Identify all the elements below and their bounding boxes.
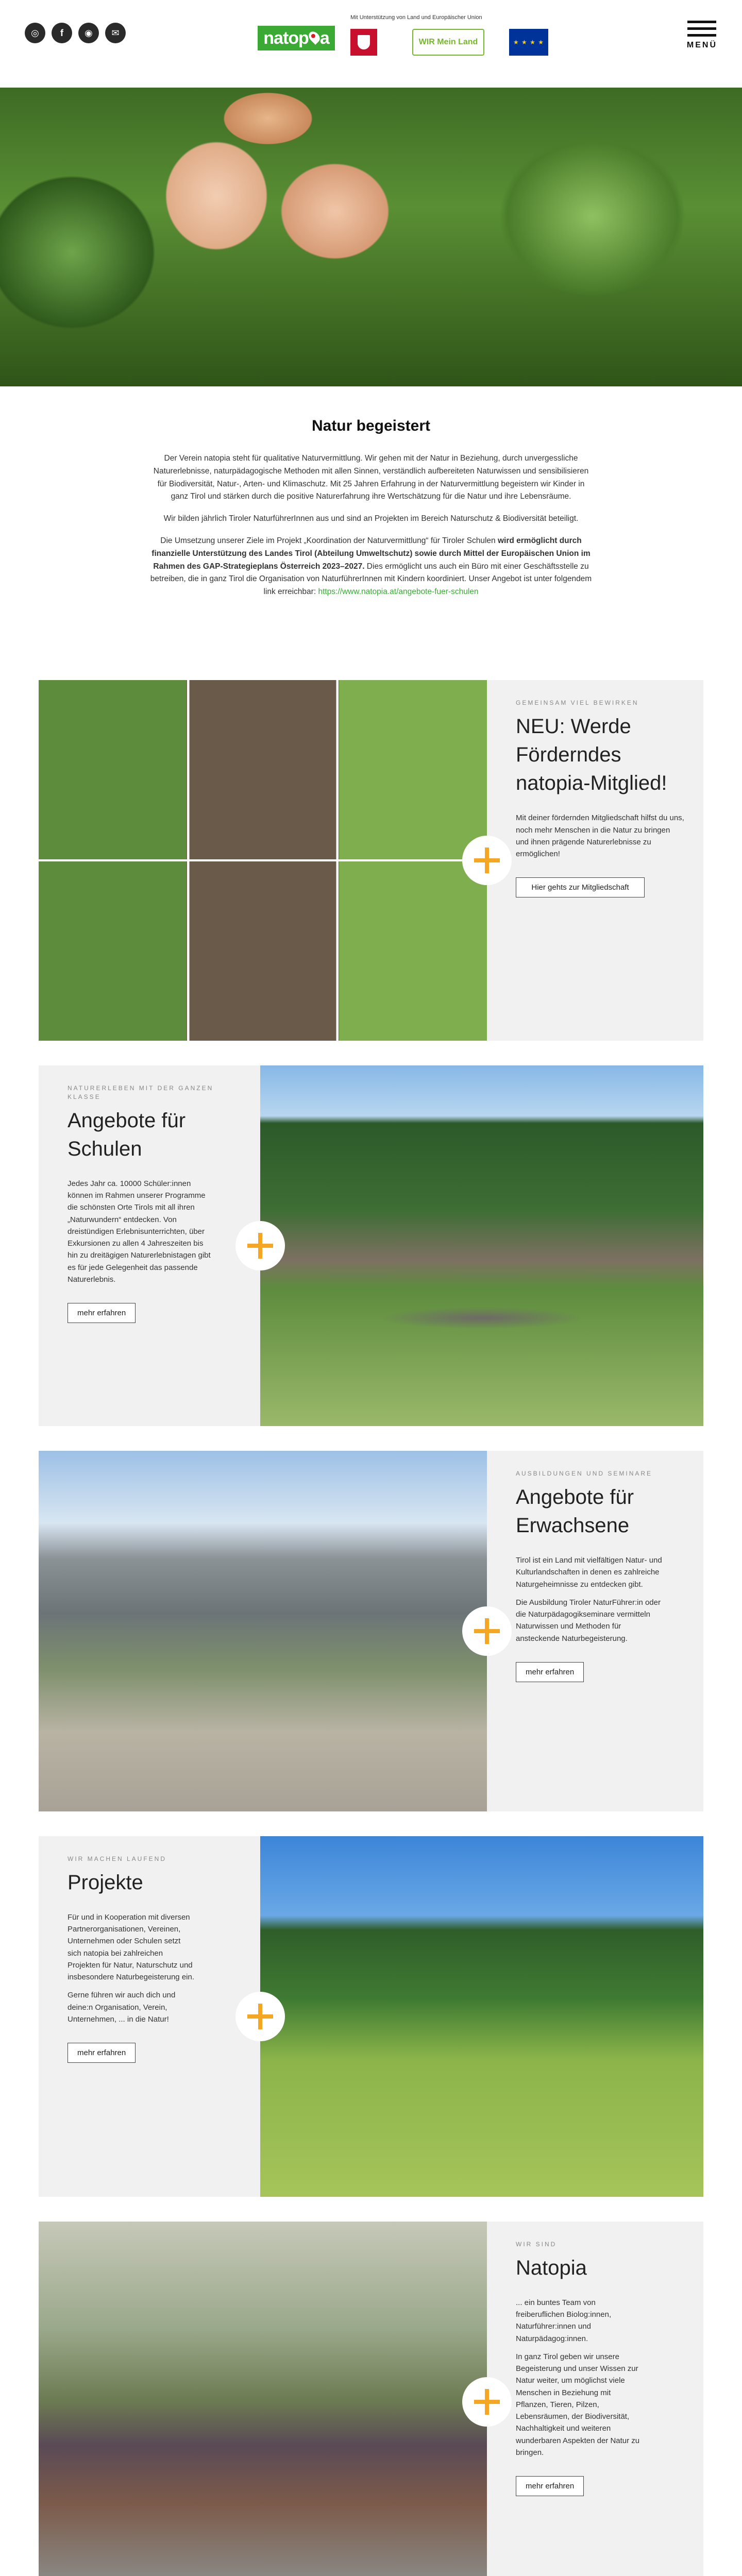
teaser-projects (39, 1836, 703, 2197)
plus-icon[interactable] (235, 1221, 285, 1270)
intro-funding-text: wird ermöglicht durch finanzielle Unterstützung des Landes Tirol (Abteilung Umweltschutz) sowie durch Mittel der Europäischen Union im Rahmen des GAP-Strategieplans Österreich 2023–2027. (151, 536, 591, 571)
teaser-card (487, 1451, 703, 1682)
teaser-team (39, 2222, 703, 2576)
intro-paragraph-3 (149, 535, 593, 599)
more-button[interactable]: mehr erfahren (516, 1662, 584, 1682)
teaser-body: Tirol ist ein Land mit vielfältigen Natur- und Kulturlandschaften in denen es zahlreiche Naturgeheimnisse zu entdecken gibt. (516, 1556, 662, 1589)
teaser-membership (39, 680, 703, 1041)
teaser-heading: Projekte (68, 1871, 143, 1894)
teaser-kicker: AUSBILDUNGEN UND SEMINARE (516, 1470, 653, 1477)
eu-stars: ★ ★ ★ ★ (513, 39, 545, 46)
teaser-body: In ganz Tirol geben wir unsere Begeisterung und unser Wissen zur Natur weiter, um möglichst viele Menschen in Beziehung mit Pflanzen, Tieren, Pilzen, Lebensräumen, der Biodiversität, Nachhaltigkeit und weiteren wunderbaren Aspekten der Natur zu bringen. (516, 2352, 640, 2457)
more-button[interactable]: mehr erfahren (68, 2043, 136, 2063)
more-button[interactable]: mehr erfahren (68, 1303, 136, 1323)
plus-icon[interactable] (462, 2377, 512, 2427)
teaser-body: Für und in Kooperation mit diversen Partnerorganisationen, Vereinen, Unternehmen oder Schulen setzt sich natopia bei zahlreichen Projekten für Natur, Naturschutz und insbesondere Naturbegeisterung ein. (68, 1912, 194, 1982)
site-header (0, 0, 742, 88)
teaser-card (39, 1836, 260, 2063)
teaser-kicker: NATURERLEBEN MIT DER GANZEN KLASSE (68, 1084, 214, 1100)
plus-icon[interactable] (462, 836, 512, 885)
natopia-logo[interactable] (258, 26, 335, 50)
plus-icon[interactable] (462, 1606, 512, 1656)
teaser-body: Mit deiner fördernden Mitgliedschaft hilfst du uns, noch mehr Menschen in die Natur zu bringen und ihnen prägende Naturerlebnisse zu ermöglichen! (516, 814, 684, 859)
social-links (25, 23, 126, 43)
email-icon[interactable]: ✉ (105, 23, 126, 43)
hamburger-icon (687, 21, 717, 37)
logo-text: natop (263, 28, 309, 48)
teaser-card (39, 1065, 260, 1323)
menu-button[interactable] (687, 21, 717, 50)
schools-link[interactable]: https://www.natopia.at/angebote-fuer-schulen (318, 587, 479, 597)
teaser-body: ... ein buntes Team von freiberuflichen Biolog:innen, Naturführer:innen und Naturpädagog:innen. (516, 2298, 612, 2343)
teaser-kicker: WIR MACHEN LAUFEND (68, 1855, 167, 1862)
intro-paragraph-2: Wir bilden jährlich Tiroler NaturführerInnen aus und sind an Projekten im Bereich Naturschutz & Biodiversität beteiligt. (163, 514, 579, 523)
eu-flag-logo (509, 29, 548, 56)
plus-icon[interactable] (235, 1992, 285, 2041)
teaser-body: Jedes Jahr ca. 10000 Schüler:innen können im Rahmen unserer Programme die schönsten Orte Tirols mit all ihren „Naturwundern“ entdecken. Von dreistündigen Erlebnisunterrichten, über Exkursionen zu allen 4 Jahreszeiten bis hin zu dreitägigen Naturerlebnistagen gibt es für jede Gelegenheit das passende Naturerlebnis. (68, 1179, 211, 1284)
teaser-heading: Natopia (516, 2256, 587, 2279)
funder-text: Mit Unterstützung von Land und Europäischer Union (350, 14, 482, 21)
teaser-card (487, 680, 703, 897)
podcast-icon[interactable]: ◉ (78, 23, 99, 43)
logo-text-end: a (319, 28, 329, 48)
intro-text: Die Umsetzung unserer Ziele im Projekt „Koordination der Naturvermittlung“ für Tiroler Schulen (160, 536, 498, 545)
teaser-adults (39, 1451, 703, 1811)
leader-logo: WIR Mein Land (412, 29, 484, 56)
teaser-kicker: WIR SIND (516, 2241, 557, 2248)
membership-button[interactable]: Hier gehts zur Mitgliedschaft (516, 877, 645, 897)
teaser-body: Gerne führen wir auch dich und deine:n Organisation, Verein, Unternehmen, ... in die Natur! (68, 1991, 176, 2024)
intro-text-cont: Dies ermöglicht uns auch ein Büro mit einer Geschäftsstelle zu betreiben, die in ganz Tirol die Organisation von NaturführerInnen mit Kindern koordiniert. Unser Angebot ist unter folgendem link erreichbar: (150, 562, 592, 597)
teaser-image (39, 1451, 487, 1811)
teaser-card (487, 2222, 703, 2496)
intro-section (149, 386, 593, 680)
menu-label: MENÜ (686, 41, 717, 49)
more-button[interactable]: mehr erfahren (516, 2476, 584, 2496)
teaser-image (39, 680, 487, 1041)
teaser-image (260, 1065, 703, 1426)
teaser-schools (39, 1065, 703, 1426)
land-tirol-logo (350, 29, 377, 56)
logo-bar (258, 14, 556, 66)
teaser-body: Die Ausbildung Tiroler NaturFührer:in oder die Naturpädagogikseminare vermitteln Naturwissen und Methoden für ansteckende Naturbegeisterung. (516, 1598, 661, 1643)
teaser-image (39, 2222, 487, 2576)
intro-title: Natur begeistert (311, 417, 431, 434)
intro-paragraph-1: Der Verein natopia steht für qualitative Naturvermittlung. Wir gehen mit der Natur in Beziehung, durch unvergessliche Naturerlebnisse, naturpädagogische Methoden mit allen Sinnen, verständlich aufbereiteten Naturwissen und sensibilisieren für Biodiversität, Natur-, Arten- und Klimaschutz. Mit 25 Jahren Erfahrung in der Naturvermittlung begeistern wir Kinder in ganz Tirol und stärken durch die positive Naturerfahrung ihre Wertschätzung für die Natur und ihre Lebensräume. (153, 454, 589, 501)
hero-image (0, 88, 742, 386)
teaser-kicker: GEMEINSAM VIEL BEWIRKEN (516, 699, 639, 706)
teaser-image (260, 1836, 703, 2197)
teaser-heading: Angebote für Erwachsene (516, 1485, 634, 1537)
teaser-heading: NEU: Werde Förderndes natopia-Mitglied! (516, 715, 667, 795)
teaser-heading: Angebote für Schulen (68, 1109, 186, 1160)
instagram-icon[interactable]: ◎ (25, 23, 45, 43)
facebook-icon[interactable]: f (52, 23, 72, 43)
